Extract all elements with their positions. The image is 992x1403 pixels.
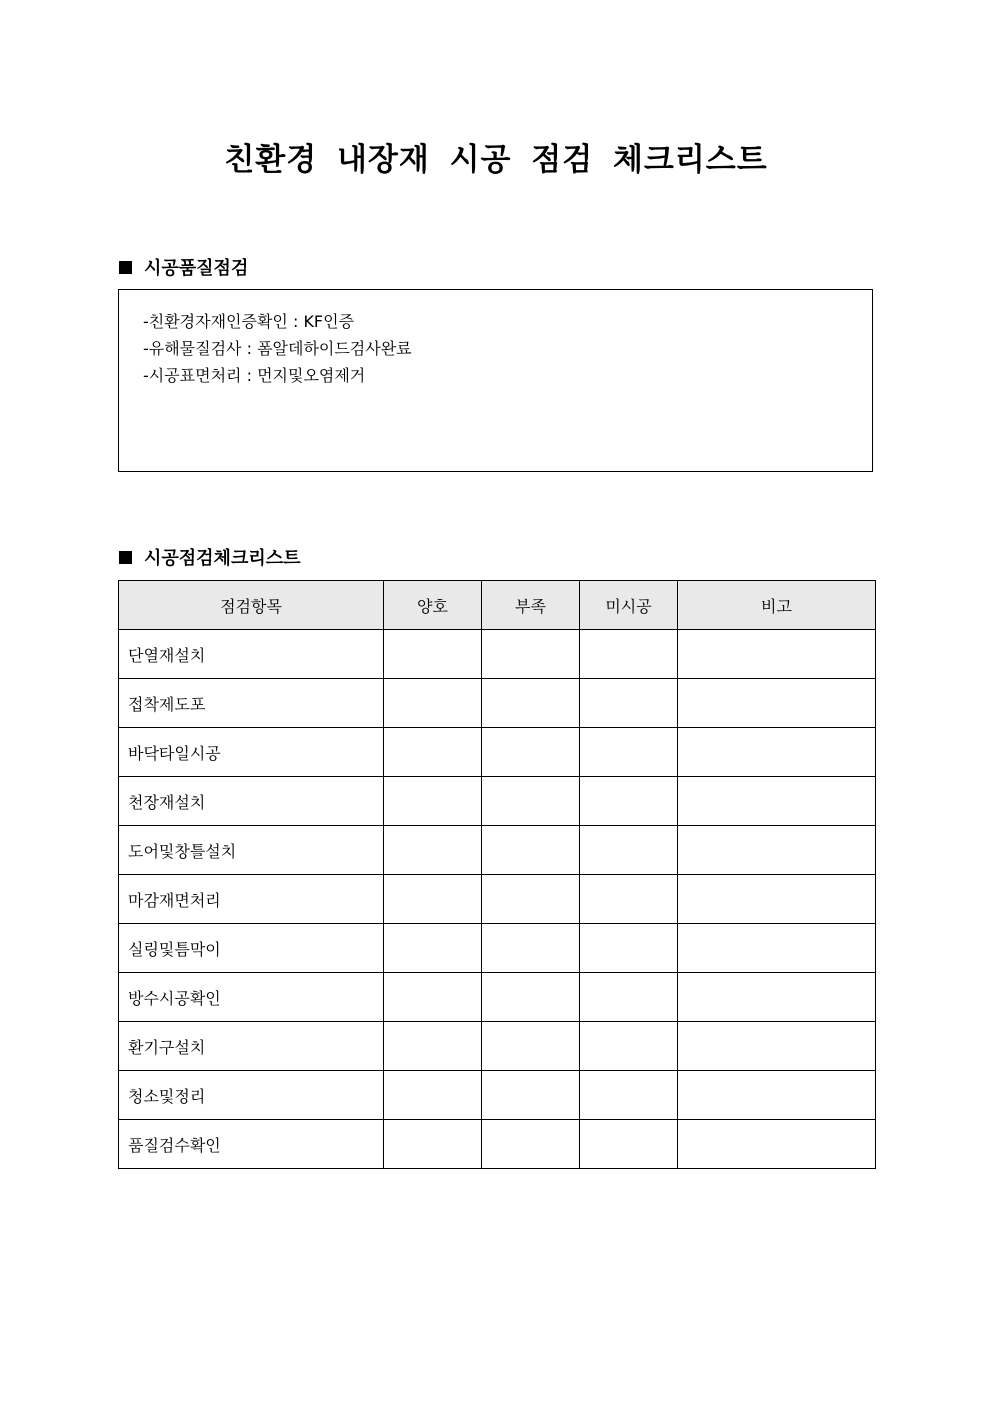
- insufficient-cell[interactable]: [482, 1071, 580, 1120]
- item-cell: 청소및정리: [119, 1071, 384, 1120]
- table-row: [119, 1022, 876, 1071]
- not-done-cell[interactable]: [580, 777, 678, 826]
- good-cell[interactable]: [384, 630, 482, 679]
- insufficient-cell[interactable]: [482, 973, 580, 1022]
- remarks-cell[interactable]: [678, 1022, 876, 1071]
- item-cell: 접착제도포: [119, 679, 384, 728]
- not-done-cell[interactable]: [580, 1022, 678, 1071]
- column-header-insufficient: 부족: [482, 581, 580, 630]
- quality-info-box: [118, 289, 873, 472]
- good-cell[interactable]: [384, 973, 482, 1022]
- quality-section-heading: [119, 254, 248, 280]
- remarks-cell[interactable]: [678, 630, 876, 679]
- item-cell: 방수시공확인: [119, 973, 384, 1022]
- table-row: [119, 973, 876, 1022]
- item-cell: 천장재설치: [119, 777, 384, 826]
- remarks-cell[interactable]: [678, 1071, 876, 1120]
- table-row: [119, 1071, 876, 1120]
- info-line: -친환경자재인증확인 : KF인증: [143, 312, 355, 331]
- remarks-cell[interactable]: [678, 826, 876, 875]
- table-row: [119, 1120, 876, 1169]
- info-line: -유해물질검사 : 폼알데하이드검사완료: [143, 339, 412, 358]
- remarks-cell[interactable]: [678, 1120, 876, 1169]
- not-done-cell[interactable]: [580, 1071, 678, 1120]
- remarks-cell[interactable]: [678, 728, 876, 777]
- good-cell[interactable]: [384, 728, 482, 777]
- table-header-row: [119, 581, 876, 630]
- table-row: [119, 630, 876, 679]
- remarks-cell[interactable]: [678, 924, 876, 973]
- square-bullet-icon: [119, 551, 132, 564]
- remarks-cell[interactable]: [678, 875, 876, 924]
- table-row: [119, 875, 876, 924]
- table-row: [119, 826, 876, 875]
- not-done-cell[interactable]: [580, 1120, 678, 1169]
- not-done-cell[interactable]: [580, 728, 678, 777]
- not-done-cell[interactable]: [580, 630, 678, 679]
- good-cell[interactable]: [384, 924, 482, 973]
- insufficient-cell[interactable]: [482, 875, 580, 924]
- item-cell: 실링및틈막이: [119, 924, 384, 973]
- insufficient-cell[interactable]: [482, 630, 580, 679]
- not-done-cell[interactable]: [580, 679, 678, 728]
- column-header-not-done: 미시공: [580, 581, 678, 630]
- table-row: [119, 924, 876, 973]
- good-cell[interactable]: [384, 679, 482, 728]
- column-header-item: 점검항목: [119, 581, 384, 630]
- insufficient-cell[interactable]: [482, 826, 580, 875]
- good-cell[interactable]: [384, 1120, 482, 1169]
- item-cell: 도어및창틀설치: [119, 826, 384, 875]
- insufficient-cell[interactable]: [482, 1022, 580, 1071]
- good-cell[interactable]: [384, 826, 482, 875]
- column-header-good: 양호: [384, 581, 482, 630]
- quality-section-heading-text: 시공품질점검: [144, 258, 249, 279]
- table-row: [119, 679, 876, 728]
- good-cell[interactable]: [384, 875, 482, 924]
- not-done-cell[interactable]: [580, 973, 678, 1022]
- table-row: [119, 728, 876, 777]
- inspection-checklist-table: [118, 580, 876, 1169]
- document-title: 친환경 내장재 시공 점검 체크리스트: [224, 142, 768, 178]
- square-bullet-icon: [119, 261, 132, 274]
- item-cell: 마감재면처리: [119, 875, 384, 924]
- item-cell: 단열재설치: [119, 630, 384, 679]
- not-done-cell[interactable]: [580, 826, 678, 875]
- good-cell[interactable]: [384, 1022, 482, 1071]
- item-cell: 바닥타일시공: [119, 728, 384, 777]
- good-cell[interactable]: [384, 1071, 482, 1120]
- checklist-section-heading: [119, 544, 301, 570]
- remarks-cell[interactable]: [678, 777, 876, 826]
- info-line: -시공표면처리 : 먼지및오염제거: [143, 366, 366, 385]
- not-done-cell[interactable]: [580, 924, 678, 973]
- remarks-cell[interactable]: [678, 679, 876, 728]
- insufficient-cell[interactable]: [482, 728, 580, 777]
- not-done-cell[interactable]: [580, 875, 678, 924]
- insufficient-cell[interactable]: [482, 1120, 580, 1169]
- item-cell: 환기구설치: [119, 1022, 384, 1071]
- insufficient-cell[interactable]: [482, 679, 580, 728]
- column-header-remarks: 비고: [678, 581, 876, 630]
- table-row: [119, 777, 876, 826]
- good-cell[interactable]: [384, 777, 482, 826]
- checklist-section-heading-text: 시공점검체크리스트: [144, 548, 301, 569]
- item-cell: 품질검수확인: [119, 1120, 384, 1169]
- insufficient-cell[interactable]: [482, 777, 580, 826]
- insufficient-cell[interactable]: [482, 924, 580, 973]
- remarks-cell[interactable]: [678, 973, 876, 1022]
